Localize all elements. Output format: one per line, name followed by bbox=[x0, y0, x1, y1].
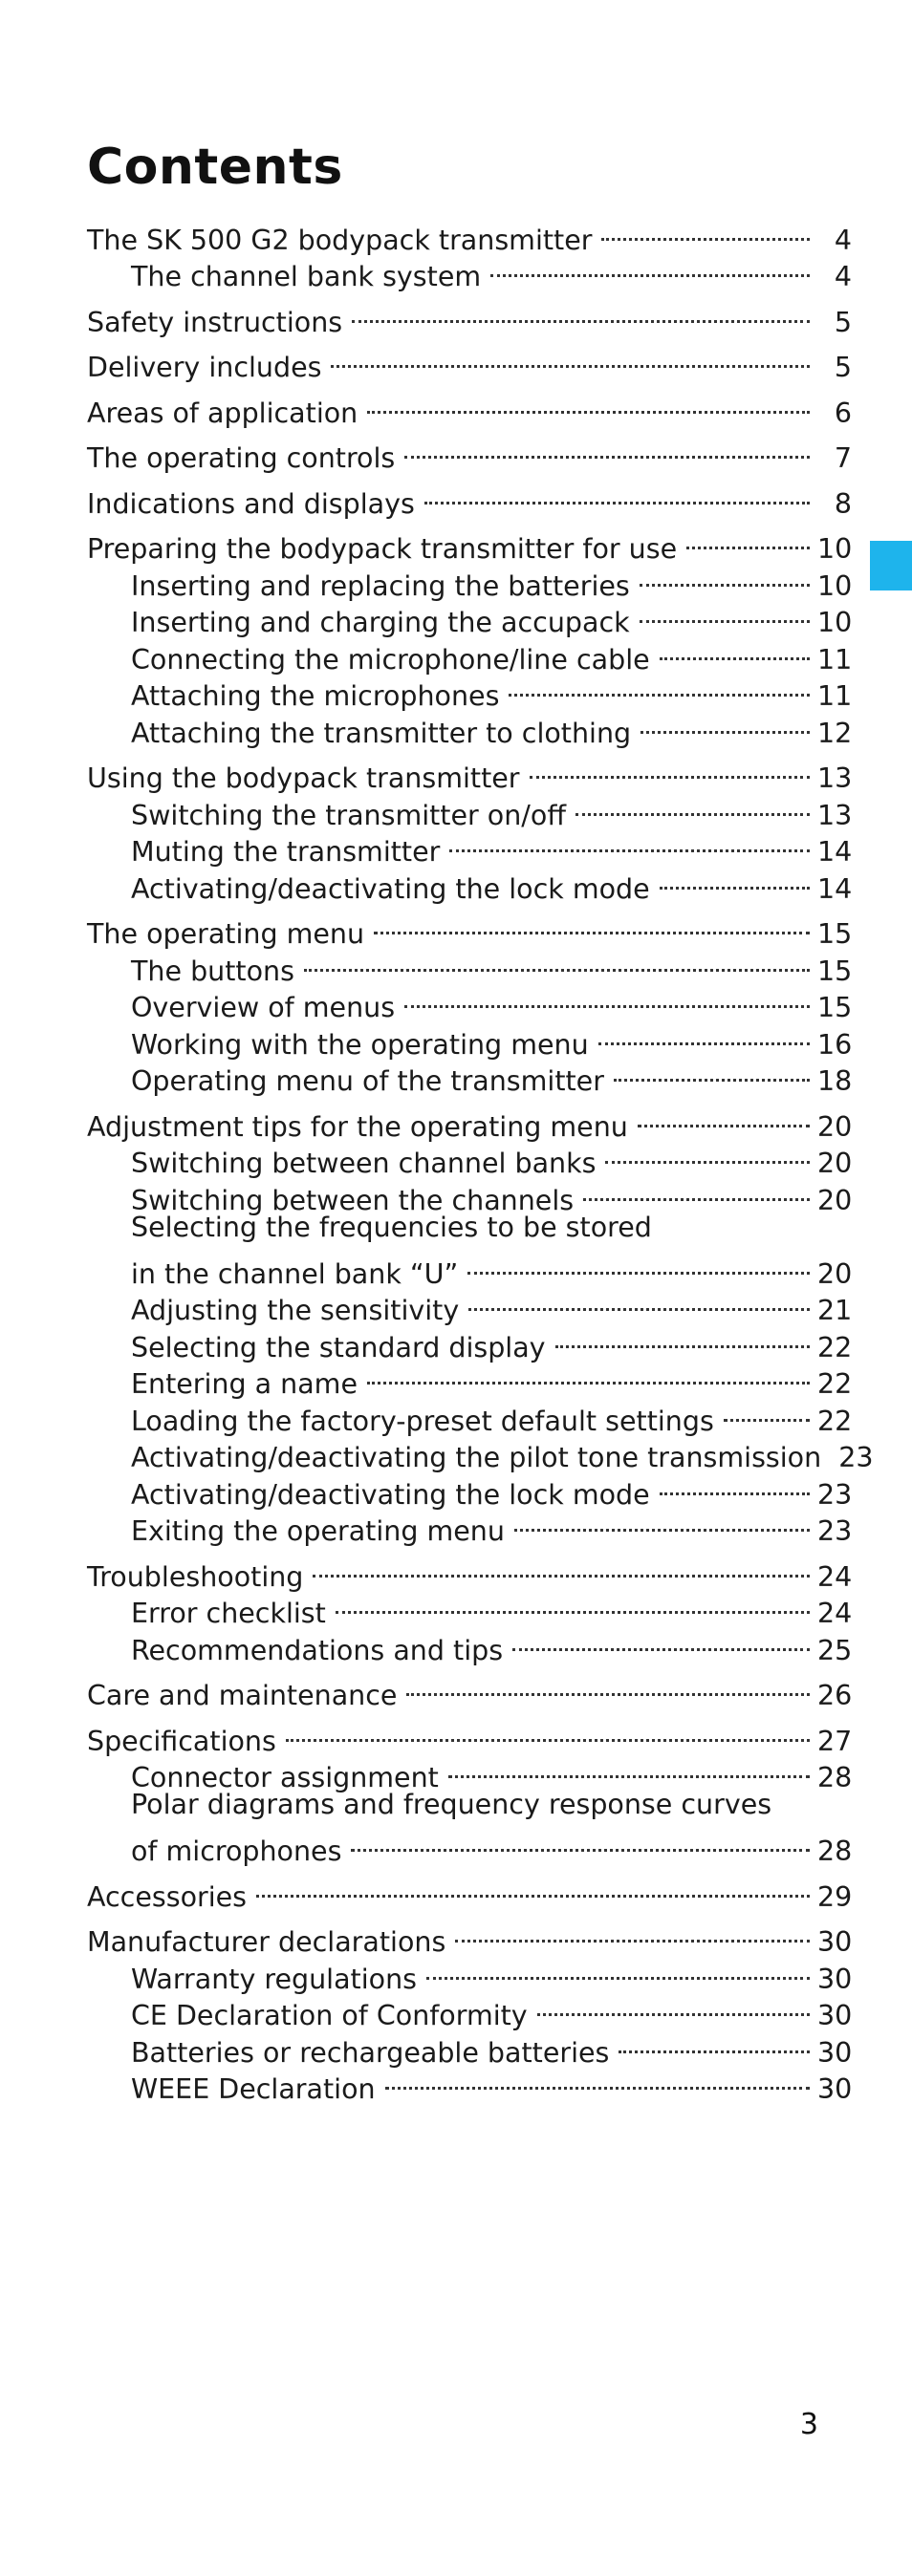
dot-leader bbox=[660, 1467, 810, 1504]
toc-page-number: 15 bbox=[817, 955, 853, 987]
toc-entry-title: Operating menu of the transmitter bbox=[131, 1065, 604, 1097]
toc-entry-title: Activating/deactivating the pilot tone transmission bbox=[131, 1442, 822, 1473]
toc-entry-title: Entering a name bbox=[131, 1368, 358, 1400]
toc-page-number: 10 bbox=[817, 533, 853, 565]
toc-page-number: 24 bbox=[817, 1598, 853, 1629]
toc-page-number: 20 bbox=[817, 1257, 853, 1290]
toc-page-number: 16 bbox=[817, 1028, 853, 1061]
toc-page-number: 7 bbox=[834, 442, 852, 474]
toc-entry-title: Batteries or rechargeable batteries bbox=[131, 2036, 610, 2069]
toc-page-number: 13 bbox=[817, 762, 853, 794]
toc-entry[interactable] bbox=[87, 476, 852, 520]
dot-leader bbox=[455, 1915, 810, 1952]
toc-group-declarations bbox=[87, 1915, 853, 2105]
dot-leader bbox=[509, 669, 810, 706]
dot-leader bbox=[351, 1824, 810, 1861]
dot-leader bbox=[598, 1017, 810, 1054]
toc-entry[interactable] bbox=[87, 751, 853, 794]
toc-entry-title: Adjustment tips for the operating menu bbox=[87, 1110, 628, 1143]
page-number: 3 bbox=[799, 2408, 818, 2441]
dot-leader bbox=[304, 943, 810, 980]
toc-entry-title: Areas of application bbox=[87, 397, 358, 429]
toc-group-application bbox=[87, 385, 852, 429]
toc-entry-title: Activating/deactivating the lock mode bbox=[131, 872, 650, 905]
dot-leader bbox=[313, 1549, 810, 1586]
dot-leader bbox=[406, 1668, 810, 1706]
toc-entry[interactable] bbox=[87, 294, 852, 338]
toc-group-care bbox=[87, 1668, 853, 1711]
toc-entry-title: Switching between the channels bbox=[131, 1184, 575, 1216]
toc-page-number: 28 bbox=[817, 1762, 853, 1793]
toc-entry-title: Troubleshooting bbox=[87, 1560, 304, 1593]
toc-entry-title: The channel bank system bbox=[131, 261, 482, 292]
toc-entry-title: Attaching the microphones bbox=[131, 680, 500, 712]
toc-entry-title: Indications and displays bbox=[87, 487, 415, 520]
toc-page-number: 25 bbox=[817, 1634, 853, 1666]
dot-leader bbox=[537, 1988, 810, 2026]
dot-leader bbox=[583, 1172, 810, 1210]
toc-group-accessories bbox=[87, 1869, 853, 1913]
toc-page-number: 20 bbox=[817, 1110, 853, 1143]
toc-page-number: 27 bbox=[817, 1725, 853, 1757]
toc-page-number: 23 bbox=[838, 1442, 874, 1473]
toc-entry-title: Muting the transmitter bbox=[131, 836, 441, 868]
toc-entry-title: The operating menu bbox=[87, 918, 365, 950]
toc-entry-title: Error checklist bbox=[131, 1598, 326, 1629]
dot-leader bbox=[660, 632, 810, 669]
toc-page-number: 20 bbox=[817, 1148, 853, 1179]
toc-group-troubleshooting bbox=[87, 1549, 853, 1666]
toc-entry-title: Recommendations and tips bbox=[131, 1634, 504, 1666]
toc-entry[interactable] bbox=[87, 1549, 853, 1593]
dot-leader bbox=[601, 212, 810, 249]
toc-group-transmitter bbox=[87, 212, 852, 292]
toc-page-number: 30 bbox=[817, 2073, 853, 2105]
toc-entry[interactable] bbox=[87, 522, 853, 565]
dot-leader bbox=[424, 476, 810, 513]
toc-entry[interactable] bbox=[87, 1915, 853, 1958]
dot-leader bbox=[286, 1713, 810, 1750]
toc-page-number: 30 bbox=[817, 1926, 853, 1958]
toc-entry-title: Using the bodypack transmitter bbox=[87, 762, 520, 794]
toc-entry-title: CE Declaration of Conformity bbox=[131, 2000, 528, 2031]
toc-group-adjustment bbox=[87, 1099, 874, 1547]
toc-entry-title: Inserting and replacing the batteries bbox=[131, 569, 630, 602]
toc-group-controls bbox=[87, 431, 852, 474]
toc-page-number: 10 bbox=[817, 569, 853, 602]
dot-leader bbox=[385, 2062, 810, 2099]
toc-page-number: 24 bbox=[817, 1560, 853, 1593]
toc-page-number: 14 bbox=[817, 872, 853, 905]
dot-leader bbox=[367, 1357, 810, 1394]
toc-entry-title: Exiting the operating menu bbox=[131, 1515, 505, 1547]
dot-leader bbox=[614, 1054, 810, 1091]
toc-entry[interactable] bbox=[87, 1099, 853, 1143]
toc-entry[interactable] bbox=[87, 431, 852, 474]
toc-entry-title: Switching between channel banks bbox=[131, 1148, 597, 1179]
dot-leader bbox=[467, 1246, 810, 1283]
toc-page-number: 22 bbox=[817, 1405, 853, 1437]
toc-entry-title: Polar diagrams and frequency response curves bbox=[131, 1789, 772, 1820]
toc-group-operating-menu bbox=[87, 907, 853, 1097]
toc-entry[interactable] bbox=[87, 1869, 853, 1913]
section-tab-marker bbox=[870, 541, 912, 590]
toc-subentry[interactable] bbox=[87, 1210, 852, 1247]
toc-page-number: 5 bbox=[834, 352, 852, 383]
toc-entry-title: Attaching the transmitter to clothing bbox=[131, 717, 632, 749]
toc-entry-title: of microphones bbox=[131, 1835, 342, 1867]
dot-leader bbox=[367, 385, 810, 422]
toc-group-indications bbox=[87, 476, 852, 520]
dot-leader bbox=[404, 431, 810, 468]
toc-group-using bbox=[87, 751, 853, 905]
toc-entry-title: WEEE Declaration bbox=[131, 2073, 376, 2105]
dot-leader bbox=[686, 522, 810, 559]
toc-entry-title: Loading the factory-preset default settings bbox=[131, 1405, 714, 1437]
table-of-contents bbox=[87, 212, 874, 2107]
toc-page-number: 11 bbox=[817, 643, 853, 676]
toc-page-number: 30 bbox=[817, 1963, 853, 1995]
toc-subentry[interactable] bbox=[87, 1824, 853, 1867]
toc-page-number: 5 bbox=[834, 306, 852, 338]
dot-leader bbox=[638, 1099, 810, 1136]
toc-entry-title: Connector assignment bbox=[131, 1762, 439, 1793]
toc-entry-title: Adjusting the sensitivity bbox=[131, 1295, 460, 1326]
toc-entry-title: Delivery includes bbox=[87, 352, 322, 383]
toc-entry-title: The operating controls bbox=[87, 442, 396, 474]
toc-entry-title: Preparing the bodypack transmitter for use bbox=[87, 533, 678, 565]
toc-page-number: 30 bbox=[817, 2036, 853, 2069]
toc-page-number: 30 bbox=[817, 2000, 853, 2031]
toc-page-number: 22 bbox=[817, 1331, 853, 1363]
dot-leader bbox=[426, 1951, 810, 1988]
toc-entry-title: Selecting the standard display bbox=[131, 1331, 546, 1363]
toc-page-number: 22 bbox=[817, 1368, 853, 1400]
toc-page-number: 6 bbox=[834, 397, 852, 429]
toc-page-number: 28 bbox=[817, 1835, 853, 1867]
toc-entry-title: Manufacturer declarations bbox=[87, 1926, 446, 1958]
toc-page-number: 29 bbox=[817, 1880, 853, 1913]
toc-entry-title: Inserting and charging the accupack bbox=[131, 607, 630, 638]
toc-subentry[interactable] bbox=[87, 1787, 852, 1824]
dot-leader bbox=[575, 787, 810, 825]
toc-page-number: 20 bbox=[817, 1184, 853, 1216]
dot-leader bbox=[640, 558, 810, 595]
toc-page-number: 23 bbox=[817, 1515, 853, 1547]
dot-leader bbox=[641, 705, 810, 742]
toc-page-number: 15 bbox=[817, 918, 853, 950]
toc-entry[interactable] bbox=[87, 1713, 853, 1757]
dot-leader bbox=[530, 751, 811, 788]
dot-leader bbox=[512, 1622, 810, 1660]
toc-entry-title: Connecting the microphone/line cable bbox=[131, 643, 650, 676]
toc-page-number: 14 bbox=[817, 836, 853, 868]
toc-entry[interactable] bbox=[87, 1668, 853, 1711]
toc-entry-title: Selecting the frequencies to be stored bbox=[131, 1211, 652, 1243]
toc-group-specifications bbox=[87, 1713, 853, 1867]
toc-entry-title: Warranty regulations bbox=[131, 1963, 417, 1995]
dot-leader bbox=[336, 1586, 810, 1623]
dot-leader bbox=[331, 340, 810, 377]
toc-page-number: 13 bbox=[817, 799, 853, 831]
toc-entry-title: The SK 500 G2 bodypack transmitter bbox=[87, 224, 593, 256]
toc-page-number: 18 bbox=[817, 1065, 853, 1097]
dot-leader bbox=[352, 294, 810, 332]
toc-entry-title: Safety instructions bbox=[87, 306, 343, 338]
toc-group-safety bbox=[87, 294, 852, 338]
toc-group-delivery bbox=[87, 340, 852, 383]
toc-entry-title: Working with the operating menu bbox=[131, 1028, 589, 1061]
toc-page-number: 12 bbox=[817, 717, 853, 749]
dot-leader bbox=[449, 825, 810, 862]
dot-leader bbox=[448, 1750, 810, 1788]
toc-page-number: 26 bbox=[817, 1680, 853, 1711]
dot-leader bbox=[605, 1136, 810, 1173]
toc-entry[interactable] bbox=[87, 385, 852, 429]
toc-subentry[interactable] bbox=[87, 1246, 853, 1290]
toc-group-preparing bbox=[87, 522, 853, 749]
toc-entry-title: Care and maintenance bbox=[87, 1680, 398, 1711]
dot-leader bbox=[468, 1283, 810, 1320]
dot-leader bbox=[514, 1504, 810, 1541]
toc-entry-title: Activating/deactivating the lock mode bbox=[131, 1478, 650, 1511]
dot-leader bbox=[555, 1320, 810, 1357]
toc-entry[interactable] bbox=[87, 212, 852, 256]
toc-entry-title: Switching the transmitter on/off bbox=[131, 799, 566, 831]
toc-entry-title: Overview of menus bbox=[131, 992, 396, 1023]
page-title: Contents bbox=[87, 139, 343, 196]
dot-leader bbox=[490, 249, 810, 287]
toc-entry-title: Specifications bbox=[87, 1725, 276, 1757]
toc-page-number: 23 bbox=[817, 1478, 853, 1511]
toc-page-number: 10 bbox=[817, 607, 853, 638]
toc-page-number: 21 bbox=[817, 1295, 853, 1326]
toc-page-number: 15 bbox=[817, 992, 853, 1023]
dot-leader bbox=[640, 595, 810, 633]
toc-entry-title: The buttons bbox=[131, 955, 294, 987]
toc-page-number: 4 bbox=[834, 261, 852, 292]
toc-entry[interactable] bbox=[87, 340, 852, 383]
toc-page-number: 8 bbox=[834, 487, 852, 520]
toc-page-number: 11 bbox=[817, 680, 853, 712]
dot-leader bbox=[256, 1869, 810, 1906]
toc-page-number: 4 bbox=[834, 224, 852, 256]
dot-leader bbox=[619, 2025, 810, 2062]
toc-entry-title: in the channel bank “U” bbox=[131, 1257, 459, 1290]
toc-entry[interactable] bbox=[87, 907, 853, 950]
dot-leader bbox=[660, 861, 810, 898]
dot-leader bbox=[404, 980, 810, 1018]
toc-entry-title: Accessories bbox=[87, 1880, 248, 1913]
dot-leader bbox=[374, 907, 810, 944]
dot-leader bbox=[724, 1393, 810, 1430]
